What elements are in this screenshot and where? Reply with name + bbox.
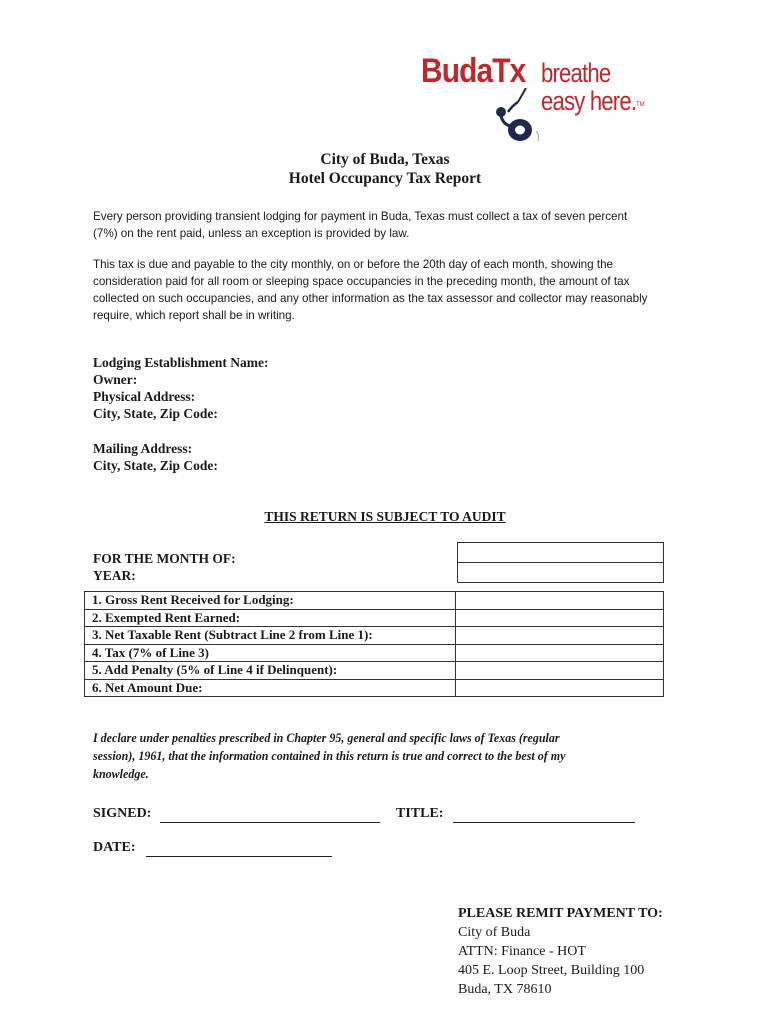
signed-line[interactable] — [160, 808, 380, 823]
table-row — [85, 609, 664, 627]
intro-p2-line: This tax is due and payable to the city monthly, on or before the 20th day of each month, showing the — [93, 257, 614, 271]
tax-input[interactable] — [456, 644, 664, 662]
declaration-line: session), 1961, that the information contained in this return is true and correct to the best of my — [93, 749, 566, 763]
year-input[interactable] — [458, 563, 664, 583]
net-amount-due-input[interactable] — [456, 679, 664, 697]
tire-swing-logo-icon — [488, 88, 550, 152]
title-label: TITLE: — [396, 806, 444, 821]
mailing-city-state-zip-label: City, State, Zip Code: — [93, 458, 218, 473]
intro-p1-line: (7%) on the rent paid, unless an exception is provided by law. — [93, 226, 410, 240]
audit-notice — [0, 509, 770, 525]
year-label: YEAR: — [93, 568, 136, 583]
city-state-zip-label: City, State, Zip Code: — [93, 406, 218, 421]
intro-p2-line: require, which report shall be in writing. — [93, 308, 295, 322]
tax-line-label: 6. Net Amount Due: — [85, 679, 456, 697]
logo-brand-text: BudaTx — [421, 52, 526, 90]
date-label: DATE: — [93, 840, 136, 855]
declaration-line: I declare under penalties prescribed in Chapter 95, general and specific laws of Texas (regular — [93, 731, 560, 745]
tax-line-label: 1. Gross Rent Received for Lodging: — [85, 592, 456, 610]
logo-trademark: TM — [636, 102, 645, 108]
title-line[interactable] — [453, 808, 635, 823]
audit-notice-text: THIS RETURN IS SUBJECT TO AUDIT — [264, 509, 506, 524]
table-row — [85, 679, 664, 697]
remit-line: Buda, TX 78610 — [458, 982, 552, 997]
month-label: FOR THE MONTH OF: — [93, 551, 236, 566]
intro-p2-line: collected on such occupancies, and any other information as the tax assessor and collector may reasonably — [93, 291, 648, 305]
net-taxable-rent-input[interactable] — [456, 627, 664, 645]
intro-p1-line: Every person providing transient lodging for payment in Buda, Texas must collect a tax of seven percent — [93, 209, 628, 223]
logo-tagline-line2: easy here. — [541, 86, 637, 116]
declaration — [93, 729, 611, 783]
page-title: City of Buda, Texas — [320, 151, 450, 168]
remit-line: ATTN: Finance - HOT — [458, 944, 586, 959]
mailing-address-label: Mailing Address: — [93, 441, 193, 456]
table-row — [85, 644, 664, 662]
table-row — [85, 592, 664, 610]
signed-label: SIGNED: — [93, 806, 152, 821]
table-row — [85, 627, 664, 645]
establishment-name-label: Lodging Establishment Name: — [93, 355, 269, 370]
remit-line: City of Buda — [458, 925, 531, 940]
page-subtitle: Hotel Occupancy Tax Report — [288, 170, 482, 187]
tax-line-label: 2. Exempted Rent Earned: — [85, 609, 456, 627]
remit-line: 405 E. Loop Street, Building 100 — [458, 963, 645, 978]
logo-tagline-line1: breathe — [541, 58, 611, 88]
tax-line-label: 4. Tax (7% of Line 3) — [85, 644, 456, 662]
physical-address-label: Physical Address: — [93, 389, 196, 404]
intro-p2-line: consideration paid for all room or sleeping space occupancies in the preceding month, the amount of tax — [93, 274, 630, 288]
intro-paragraph-2 — [93, 256, 675, 324]
penalty-input[interactable] — [456, 662, 664, 680]
remit-block — [458, 904, 663, 999]
owner-label: Owner: — [93, 372, 138, 387]
tax-lines-table — [84, 591, 664, 697]
exempted-rent-input[interactable] — [456, 609, 664, 627]
intro-paragraph-1 — [93, 208, 675, 242]
table-row — [85, 662, 664, 680]
declaration-line: knowledge. — [93, 767, 149, 781]
date-line[interactable] — [146, 842, 332, 857]
gross-rent-input[interactable] — [456, 592, 664, 610]
month-year-box — [457, 542, 664, 583]
tax-line-label: 3. Net Taxable Rent (Subtract Line 2 from Line 1): — [85, 627, 456, 645]
month-input[interactable] — [458, 543, 664, 563]
tax-line-label: 5. Add Penalty (5% of Line 4 if Delinquent): — [85, 662, 456, 680]
remit-heading: PLEASE REMIT PAYMENT TO: — [458, 906, 663, 921]
